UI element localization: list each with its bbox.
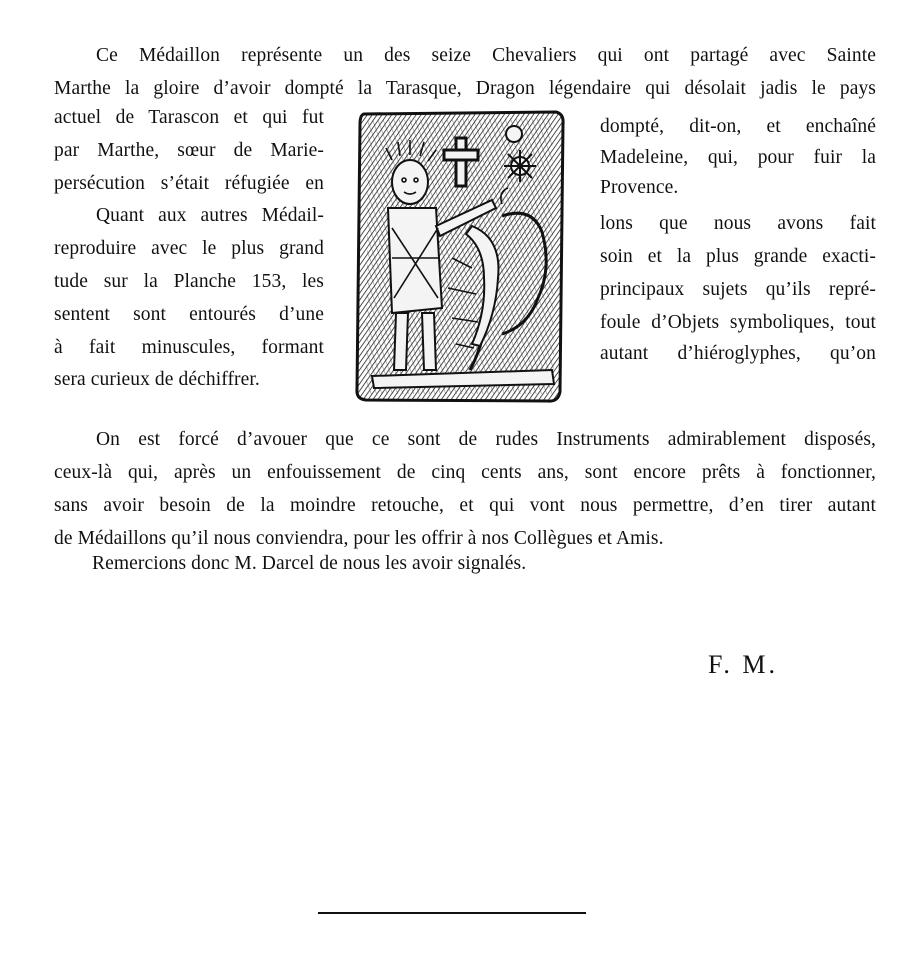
paragraph-3-line-1: On est forcé d’avouer que ce sont de rudes Instruments admirablement disposés,: [96, 429, 876, 450]
right-column-line: foule d’Objets symboliques, tout: [600, 312, 876, 333]
horizontal-rule: [318, 912, 586, 914]
paragraph-3-line-3: sans avoir besoin de la moindre retouche, et qui vont nous permettre, d’en tirer autant: [54, 495, 876, 516]
left-column-line: par Marthe, sœur de Marie-: [54, 140, 324, 161]
paragraph-1-line-1: Ce Médaillon représente un des seize Chevaliers qui ont partagé avec Sainte: [96, 45, 876, 66]
right-column-line: soin et la plus grande exacti-: [600, 246, 876, 267]
left-column-line: sentent sont entourés d’une: [54, 304, 324, 325]
left-column-line: tude sur la Planche 153, les: [54, 271, 324, 292]
right-column-line: autant d’hiéroglyphes, qu’on: [600, 343, 876, 364]
left-column-line: reproduire avec le plus grand: [54, 238, 324, 259]
left-column-line: persécution s’était réfugiée en: [54, 173, 324, 194]
signature: F. M.: [708, 650, 778, 679]
left-column-line: à fait minuscules, formant: [54, 337, 324, 358]
left-column-line: Quant aux autres Médail-: [96, 205, 324, 226]
paragraph-1-line-2: Marthe la gloire d’avoir dompté la Tarasque, Dragon légendaire qui désolait jadis le pays: [54, 78, 876, 99]
left-column-line: actuel de Tarascon et qui fut: [54, 107, 324, 128]
right-column-line: principaux sujets qu’ils repré-: [600, 279, 876, 300]
right-column-line: lons que nous avons fait: [600, 213, 876, 234]
paragraph-3-line-2: ceux-là qui, après un enfouissement de cinq cents ans, sont encore prêts à fonctionner,: [54, 462, 876, 483]
right-column-line: dompté, dit-on, et enchaîné: [600, 116, 876, 137]
right-column-line: Madeleine, qui, pour fuir la: [600, 147, 876, 168]
paragraph-3-line-4: de Médaillons qu’il nous conviendra, pour les offrir à nos Collègues et Amis.: [54, 528, 664, 549]
medallion-engraving: [352, 108, 568, 406]
paragraph-4: Remercions donc M. Darcel de nous les avoir signalés.: [92, 553, 527, 574]
right-column-line: Provence.: [600, 177, 679, 198]
left-column-line: sera curieux de déchiffrer.: [54, 369, 260, 390]
